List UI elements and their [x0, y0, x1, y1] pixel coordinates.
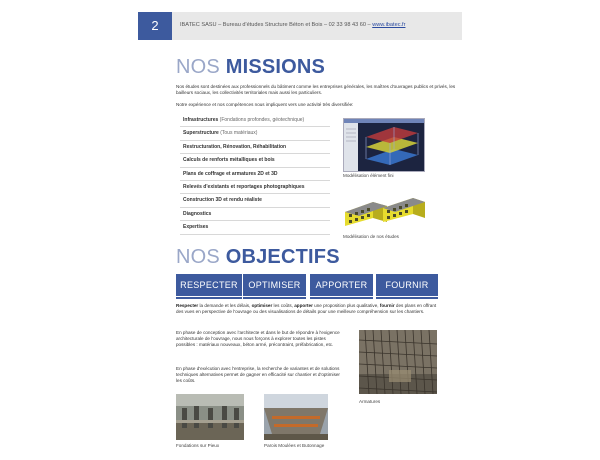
- fournir-underline: [376, 297, 438, 299]
- mission-list-item: [180, 114, 330, 127]
- header-contact: [180, 22, 405, 28]
- armatures-caption: Armatures: [359, 399, 381, 404]
- optimiser-button: OPTIMISER: [243, 274, 306, 296]
- mission-list-item: [180, 181, 330, 194]
- mission-list-item: [180, 168, 330, 181]
- mission-list-item: [180, 194, 330, 207]
- respecter-underline: [176, 297, 242, 299]
- objectif-text: la demande et les délais,: [198, 303, 252, 308]
- mission-list-item: [180, 221, 330, 234]
- objectifs-heading: [176, 246, 340, 269]
- apporter-button: APPORTER: [310, 274, 373, 296]
- objectif-keyword: optimiser: [251, 303, 273, 308]
- objectifs-heading-bold: OBJECTIFS: [225, 246, 340, 268]
- missions-list: [180, 114, 330, 235]
- parois-caption: Parois Moulées et Butonnage: [264, 443, 325, 448]
- objectifs-heading-light: NOS: [176, 246, 226, 268]
- missions-intro-2: Notre expérience et nos compétences nous impliquent vers une activité très diversifiée:: [176, 102, 354, 107]
- mission-item-label: Calculs de renforts métalliques et bois: [183, 157, 275, 164]
- mission-list-item: [180, 141, 330, 154]
- website-link[interactable]: www.ibatec.fr: [372, 22, 406, 28]
- mission-list-item: [180, 154, 330, 167]
- respecter-button: RESPECTER: [176, 274, 242, 296]
- missions-heading: [176, 56, 325, 79]
- mission-item-label: Infrastructures: [183, 117, 219, 123]
- header-contact-text: IBATEC SASU – Bureau d'études Structure Béton et Bois – 02 33 98 43 60 –: [180, 22, 373, 28]
- objectif-keyword: apporter: [294, 303, 313, 308]
- objectif-text: une proposition plus qualitative,: [312, 303, 380, 308]
- objectifs-paragraph-3: En phase d'exécution avec l'entreprise, la recherche de variantes et de solutions techniques alternatives permet de gagner en efficacité sur chantier et d'optimiser les coûts.: [176, 366, 340, 383]
- objectifs-paragraph-1: [176, 303, 438, 315]
- mission-item-label: Superstructure: [183, 130, 219, 137]
- apporter-underline: [310, 297, 373, 299]
- mission-item-label: Expertises: [183, 224, 209, 231]
- fondations-photo: [176, 394, 244, 440]
- mission-item-label: Construction 3D et rendu réaliste: [183, 197, 262, 204]
- objectif-keyword: fournir: [379, 303, 395, 308]
- objectifs-paragraph-2: En phase de conception avec l'architecte et dans le but de répondre à l'exigence architecturale de l'ouvrage, nous nous forçons à explorer toutes les pistes possibles : matériaux nouveaux, béton armé, précontraint, préfabrication, etc.: [176, 330, 340, 347]
- parois-photo: [264, 394, 328, 440]
- mission-item-label: Diagnostics: [183, 210, 212, 217]
- mission-item-detail: (Fondations profondes, géotechnique): [218, 117, 305, 123]
- objectif-text: les coûts,: [272, 303, 295, 308]
- fournir-button: FOURNIR: [376, 274, 438, 296]
- mission-list-item: [180, 127, 330, 140]
- building-model-image: [343, 190, 427, 228]
- objectif-text: des plans en offrant des vues en perspective de l'ouvrage ou des visualisations de détails pour une meilleure compréhension sur les chantiers.: [176, 303, 437, 314]
- building-caption: Modélisation de nos études: [343, 234, 399, 239]
- fondations-caption: Fondations sur Pieux: [176, 443, 220, 448]
- mission-item-detail: (Tous matériaux): [218, 130, 258, 137]
- missions-intro: Nos études sont destinées aux professionnels du bâtiment comme les entreprises générales, les maîtres d'ouvrages publics et privés, les bailleurs sociaux, les collectivités territoriales mais aussi les particuliers.: [176, 84, 456, 95]
- optimiser-underline: [243, 297, 306, 299]
- objectif-keyword: Respecter: [176, 303, 199, 308]
- armatures-photo: [359, 330, 437, 394]
- mission-list-item: [180, 208, 330, 221]
- page-number: 2: [138, 12, 172, 40]
- mission-item-label: Plans de coffrage et armatures 2D et 3D: [183, 170, 278, 177]
- missions-heading-light: NOS: [176, 56, 226, 78]
- fem-model-image: [343, 118, 425, 172]
- missions-heading-bold: MISSIONS: [225, 56, 326, 78]
- fem-caption: Modélisation élément fini: [343, 173, 394, 178]
- mission-item-label: Restructuration, Rénovation, Réhabilitation: [183, 143, 287, 150]
- mission-item-label: Relevés d'existants et reportages photographiques: [183, 183, 305, 190]
